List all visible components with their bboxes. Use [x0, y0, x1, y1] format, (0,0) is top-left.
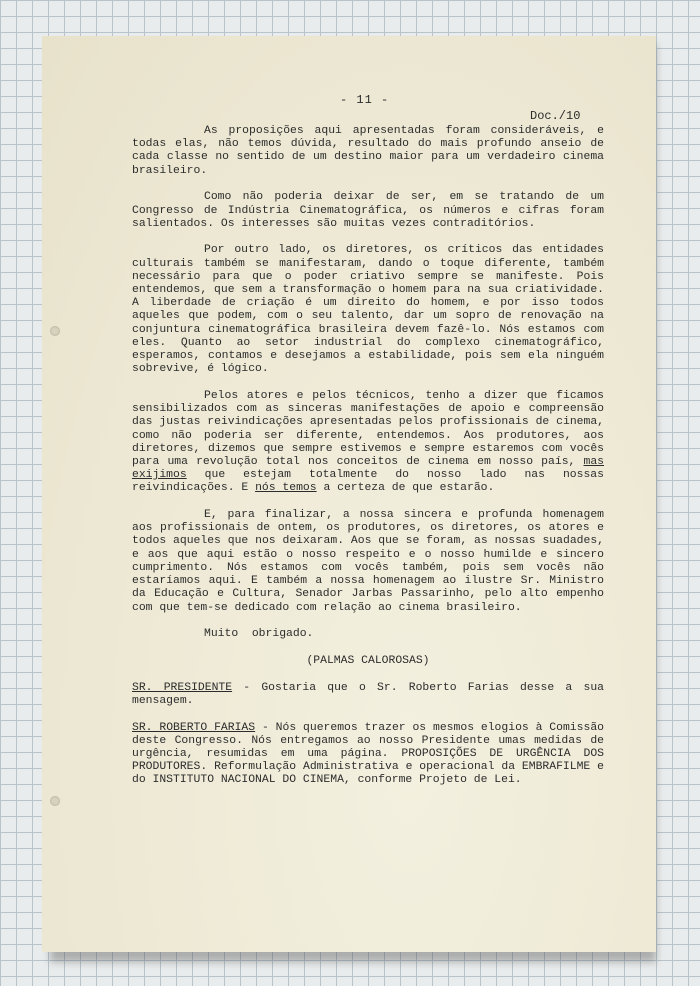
document-body — [132, 125, 604, 801]
applause-note: (PALMAS CALOROSAS) — [306, 654, 430, 667]
paragraph: Por outro lado, os diretores, os críticos das entidades culturais também se manifestaram, dando o toque diferente, também necessário para que o poder criativo sempre se manifeste. Pois entendemos, que sem a transformação o homem para na sua criatividade. A liberdade de criação é um direito do homem, e por isso todos aqueles que podem, com o seu talento, dar um sopro de renovação na conjuntura cinematográfica brasileira devem fazê-lo. Nós estamos com eles. Quanto ao setor industrial do complexo cinematográfico, esperamos, contamos e desejamos a estabilidade, pois sem ela ninguém sobrevive, é lógico. — [132, 244, 604, 376]
paragraph: As proposições aqui apresentadas foram consideráveis, e todas elas, não temos dúvida, resultado do mais profundo anseio de cada classe no sentido de um destino maior para um verdadeiro cinema brasileiro. — [132, 125, 604, 177]
punch-hole — [50, 326, 60, 336]
paragraph — [132, 390, 604, 496]
paragraph-text: que estejam totalmente do nosso lado nas nossas reivindicações. E — [132, 469, 604, 495]
speaker-text: - Nós queremos trazer os mesmos elogios à Comissão deste Congresso. Nós entregamos ao nosso Presidente umas medidas de urgência, resumidas em uma página. PROPOSIÇÕES DE URGÊNCIA DOS PRODUTORES. Reformulação Administrativa e operacional da EMBRAFILME e do INSTITUTO NACIONAL DO CINEMA, conforme Projeto de Lei. — [132, 721, 604, 787]
underlined-phrase: nós temos — [255, 482, 317, 495]
page-number: - 11 - — [340, 93, 390, 107]
speaker-name: SR. PRESIDENTE — [132, 681, 233, 694]
doc-reference: Doc./10 — [530, 109, 581, 123]
speaker-paragraph — [132, 722, 604, 788]
paragraph: Como não poderia deixar de ser, em se tratando de um Congresso de Indústria Cinematográfica, os números e cifras foram salientados. Os interesses são muitas vezes contraditórios. — [132, 191, 604, 230]
paragraph-text: a certeza de que estarão. — [323, 482, 495, 495]
punch-hole — [50, 796, 60, 806]
closing-line: Muito obrigado. — [204, 628, 314, 641]
speaker-text: - Gostaria que o Sr. Roberto Farias desse a sua mensagem. — [132, 681, 604, 707]
paragraph-text: Pelos atores e pelos técnicos, tenho a dizer que ficamos sensibilizados com as sinceras manifestações de apoio e compreensão das justas reivindicações apresentadas pelos profissionais de cinema, como não poderia ser diferente, entendemos. Aos produtores, aos diretores, dizemos que sempre estivemos e sempre estaremos com vocês para uma revolução total nos conceitos de cinema em nosso país, — [132, 389, 604, 468]
paragraph: E, para finalizar, a nossa sincera e profunda homenagem aos profissionais de ontem, os produtores, os diretores, os atores e todos aqueles que nos deixaram. Aos que se foram, as nossas suadades, e aos que aqui estão o nosso respeito e o nosso humilde e sincero cumprimento. Nós estamos com vocês também, pois sem vocês não estaríamos aqui. E também a nossa homenagem ao ilustre Sr. Ministro da Educação e Cultura, Senador Jarbas Passarinho, pelo alto empenho com que tem-se dedicado com relação ao cinema brasileiro. — [132, 509, 604, 614]
underlined-phrase: mas exijimos — [132, 455, 604, 482]
speaker-paragraph — [132, 682, 604, 708]
speaker-name: SR. ROBERTO FARIAS — [132, 721, 256, 734]
document-page — [42, 36, 656, 952]
